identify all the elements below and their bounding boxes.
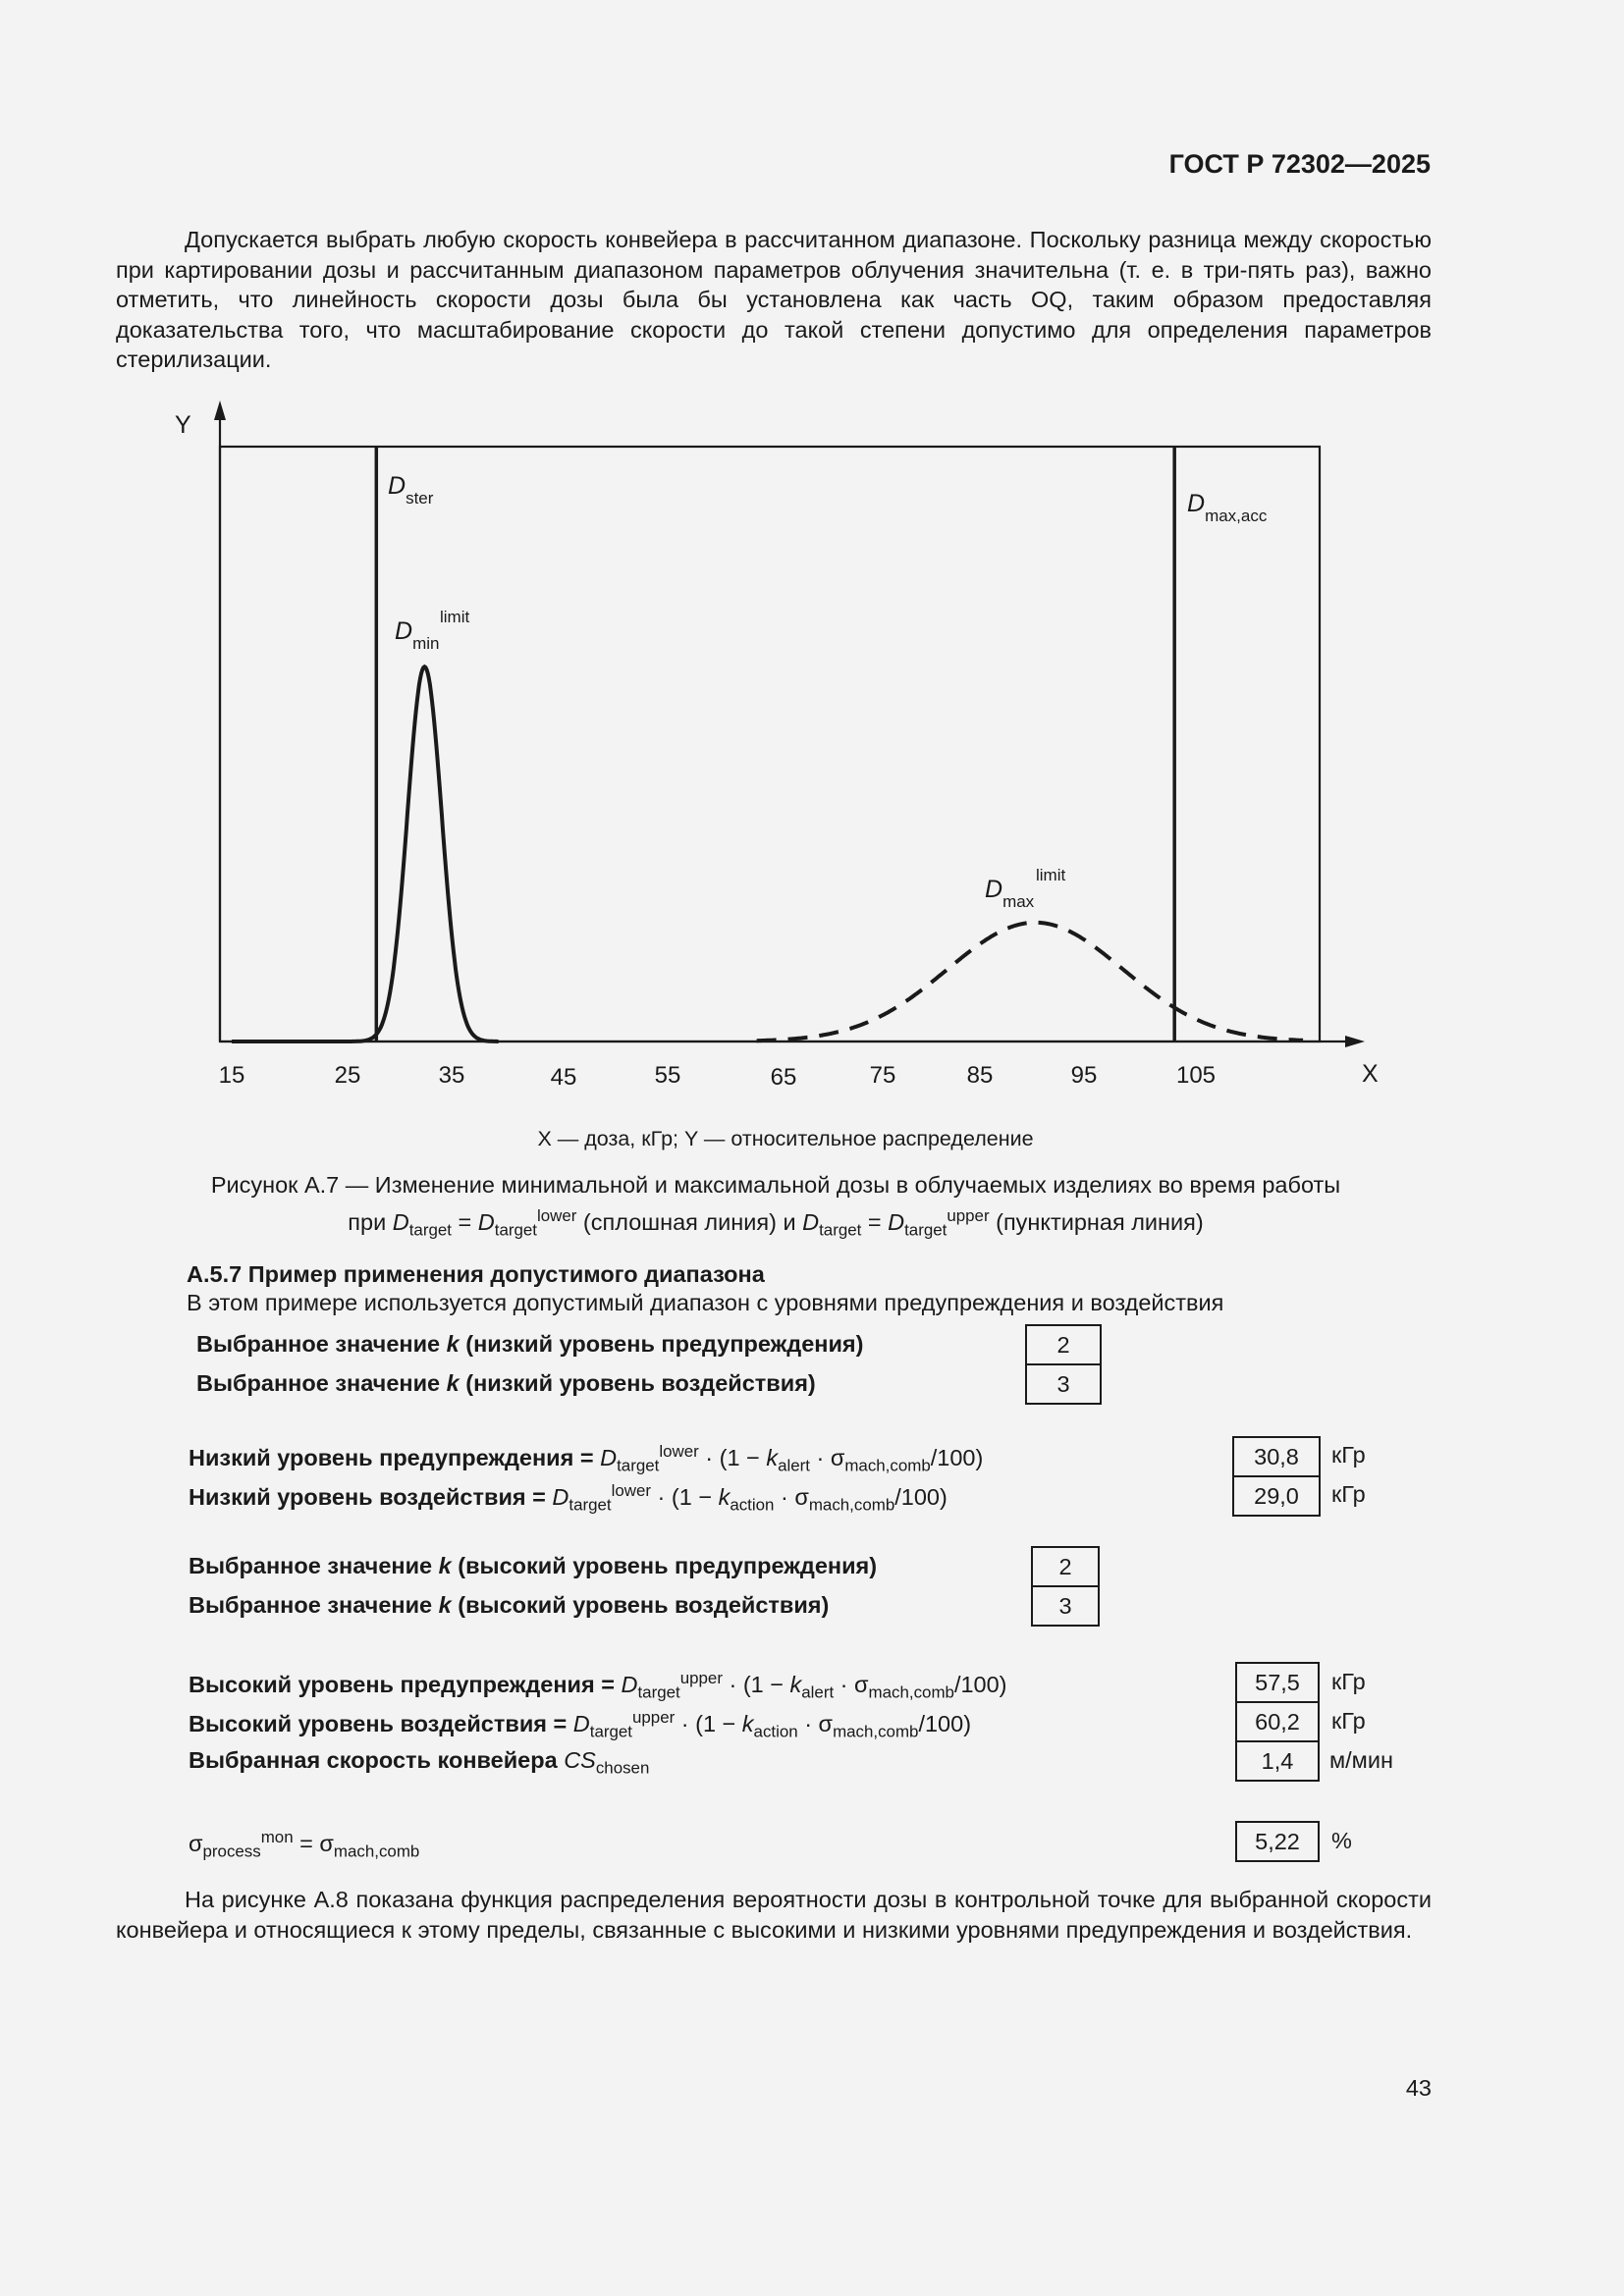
d-max-limit-label: $D_{max}limit$ (985, 866, 1066, 911)
plot-frame (220, 447, 1320, 1041)
x-tick-label: 35 (438, 1062, 465, 1089)
low-action-formula: Низкий уровень воздействия = $D_{target}^{lower} \cdot (1 - k_{action} \cdot \sigma_{mach,comb}/100)$ (189, 1481, 947, 1515)
conveyor-speed-value: 1,4 (1235, 1740, 1320, 1782)
section-intro: В этом примере используется допустимый диапазон с уровнями предупреждения и воздействия (187, 1290, 1224, 1315)
x-axis-arrow (1345, 1036, 1365, 1047)
x-tick-label: 65 (770, 1064, 797, 1091)
d-max-acc-label: $D_{max,acc}$ (1187, 490, 1268, 525)
x-tick-label: 25 (334, 1062, 361, 1089)
page-number: 43 (1405, 2075, 1432, 2101)
d-min-limit-label: $D_{min}limit$ (395, 608, 470, 653)
k-high-alert-label: Выбранное значение k (высокий уровень предупреждения) (189, 1553, 878, 1578)
k-low-action-value: 3 (1025, 1363, 1102, 1405)
curve-dtarget-lower (232, 667, 499, 1041)
intro-paragraph-text: Допускается выбрать любую скорость конвейера в рассчитанном диапазоне. Поскольку разница между скоростью при картировании дозы и рассчитанным диапазоном параметров облучения значительна (т. е. в три-пять раз), важно отметить, что линейность скорости дозы была бы установлена как часть OQ, таким образом предоставляя доказательства того, что масштабирование скорости до такой степени допустимо для определения параметров стерилизации. (116, 227, 1432, 372)
closing-paragraph (116, 1885, 1432, 1945)
figure-caption (118, 1170, 1434, 1246)
conveyor-speed-label: Выбранная скорость конвейера $CS_{chosen}$ (189, 1747, 650, 1778)
x-tick-label: 75 (869, 1062, 896, 1089)
curve-dtarget-upper (757, 923, 1304, 1041)
x-tick-label: 45 (550, 1064, 577, 1091)
sigma-process-unit: % (1331, 1828, 1352, 1853)
x-tick-label: 95 (1070, 1062, 1098, 1089)
y-axis-arrow (214, 400, 226, 420)
axis-legend: X — доза, кГр; Y — относительное распределение (537, 1127, 1034, 1150)
high-action-value: 60,2 (1235, 1701, 1320, 1742)
caption-line-2: при $D_{target} = D_{target}^{lower}$ (сплошная линия) и $D_{target} = D_{target}^{upper}$ (пунктирная линия) (348, 1206, 1204, 1240)
low-alert-formula: Низкий уровень предупреждения = $D_{target}^{lower} \cdot (1 - k_{alert} \cdot \sigma_{mach,comb}/100)$ (189, 1442, 984, 1475)
x-axis-label: X (1362, 1060, 1379, 1088)
high-alert-value: 57,5 (1235, 1662, 1320, 1703)
k-low-alert-label: Выбранное значение k (низкий уровень предупреждения) (196, 1331, 864, 1357)
dose-distribution-chart (0, 0, 1624, 1119)
k-low-alert-value: 2 (1025, 1324, 1102, 1365)
x-tick-label: 105 (1175, 1062, 1217, 1089)
caption-line-1: Рисунок А.7 — Изменение минимальной и максимальной дозы в облучаемых изделиях во время работы (210, 1172, 1341, 1198)
d-ster-label: $D_{ster}$ (388, 472, 434, 507)
y-axis-label: Y (175, 411, 191, 439)
high-action-formula: Высокий уровень воздействия = $D_{target}^{upper} \cdot (1 - k_{action} \cdot \sigma_{mach,comb}/100)$ (189, 1708, 972, 1741)
closing-paragraph-text: На рисунке А.8 показана функция распределения вероятности дозы в контрольной точке для выбранной скорости конвейера и относящиеся к этому пределы, связанные с высокими и низкими уровнями предупреждения и воздействия. (116, 1887, 1432, 1943)
document-header: ГОСТ Р 72302—2025 (1168, 149, 1431, 179)
conveyor-speed-unit: м/мин (1329, 1747, 1393, 1773)
sigma-process-value: 5,22 (1235, 1821, 1320, 1862)
x-tick-label: 85 (966, 1062, 994, 1089)
high-alert-formula: Высокий уровень предупреждения = $D_{target}^{upper} \cdot (1 - k_{alert} \cdot \sigma_{mach,comb}/100)$ (189, 1669, 1007, 1702)
k-high-alert-value: 2 (1031, 1546, 1100, 1587)
section-title: А.5.7 Пример применения допустимого диапазона (187, 1261, 765, 1287)
low-action-value: 29,0 (1232, 1475, 1321, 1517)
low-alert-value: 30,8 (1232, 1436, 1321, 1477)
x-tick-label: 55 (654, 1062, 681, 1089)
low-alert-unit: кГр (1331, 1442, 1366, 1468)
k-low-action-label: Выбранное значение k (низкий уровень воздействия) (196, 1370, 816, 1396)
high-action-unit: кГр (1331, 1708, 1366, 1734)
sigma-process-formula: $\sigma_{process}^{mon} = \sigma_{mach,comb}$ (189, 1828, 420, 1861)
k-high-action-label: Выбранное значение k (высокий уровень воздействия) (189, 1592, 830, 1618)
x-tick-label: 15 (218, 1062, 245, 1089)
low-action-unit: кГр (1331, 1481, 1366, 1507)
high-alert-unit: кГр (1331, 1669, 1366, 1694)
k-high-action-value: 3 (1031, 1585, 1100, 1627)
